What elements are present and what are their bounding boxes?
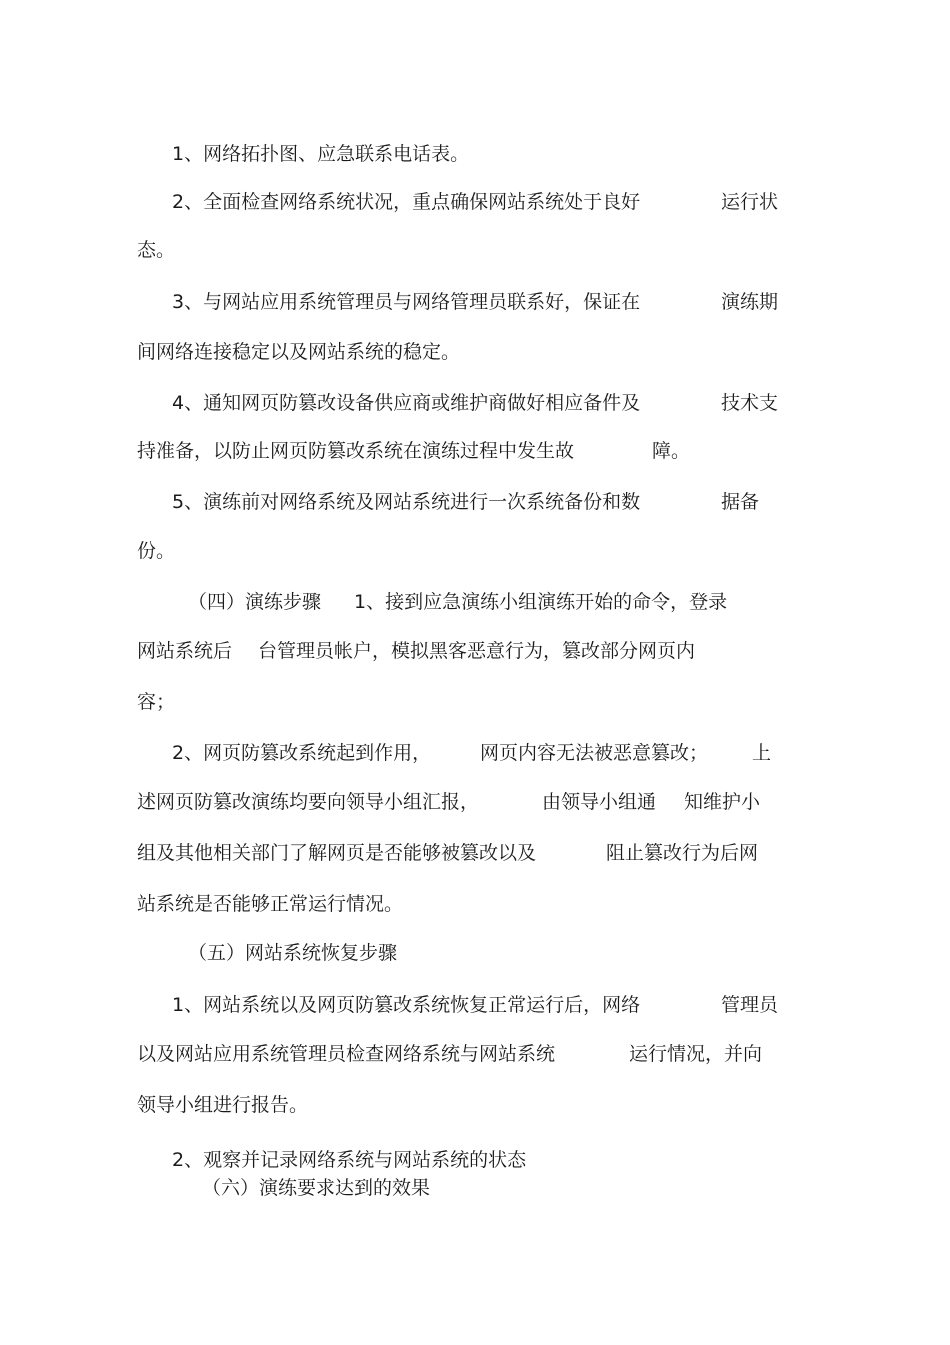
text-line: 持准备，以防止网页防篡改系统在演练过程中发生故: [137, 440, 575, 462]
text-line: 上: [752, 742, 772, 764]
text-line: 态。: [137, 239, 176, 261]
text-line: 运行情况，并向: [629, 1043, 763, 1065]
text-line: 由领导小组通: [542, 791, 657, 813]
text-line: 容；: [137, 691, 176, 713]
text-line: 台管理员帐户，模拟黑客恶意行为，篡改部分网页内: [258, 640, 696, 662]
text-line: 1、接到应急演练小组演练开始的命令，登录: [354, 591, 728, 613]
section-heading: （五）网站系统恢复步骤: [188, 942, 398, 964]
section-heading: （六）演练要求达到的效果: [202, 1177, 431, 1199]
text-line: 网页内容无法被恶意篡改；: [480, 742, 709, 764]
text-line: 管理员: [721, 994, 779, 1016]
text-line: 间网络连接稳定以及网站系统的稳定。: [137, 341, 461, 363]
text-line: 2、网页防篡改系统起到作用，: [172, 742, 432, 764]
text-line: 知维护小: [684, 791, 761, 813]
text-line: 运行状: [721, 191, 779, 213]
text-line: 以及网站应用系统管理员检查网络系统与网站系统: [137, 1043, 556, 1065]
text-line: 技术支: [721, 392, 779, 414]
text-line: 据备: [721, 491, 760, 513]
text-line: 领导小组进行报告。: [137, 1094, 309, 1116]
text-line: 阻止篡改行为后网: [606, 842, 759, 864]
text-line: 站系统是否能够正常运行情况。: [137, 893, 404, 915]
text-line: 网站系统后: [137, 640, 233, 662]
text-line: 1、网络拓扑图、应急联系电话表。: [172, 143, 470, 165]
section-heading: （四）演练步骤: [188, 591, 322, 613]
text-line: 4、通知网页防篡改设备供应商或维护商做好相应备件及: [172, 392, 641, 414]
text-line: 障。: [652, 440, 691, 462]
text-line: 1、网站系统以及网页防篡改系统恢复正常运行后，网络: [172, 994, 641, 1016]
text-line: 组及其他相关部门了解网页是否能够被篡改以及: [137, 842, 537, 864]
text-line: 2、全面检查网络系统状况，重点确保网站系统处于良好: [172, 191, 641, 213]
text-line: 份。: [137, 540, 176, 562]
text-line: 5、演练前对网络系统及网站系统进行一次系统备份和数: [172, 491, 641, 513]
text-line: 2、观察并记录网络系统与网站系统的状态: [172, 1149, 527, 1171]
text-line: 述网页防篡改演练均要向领导小组汇报，: [137, 791, 480, 813]
text-line: 演练期: [721, 291, 779, 313]
text-line: 3、与网站应用系统管理员与网络管理员联系好，保证在: [172, 291, 641, 313]
